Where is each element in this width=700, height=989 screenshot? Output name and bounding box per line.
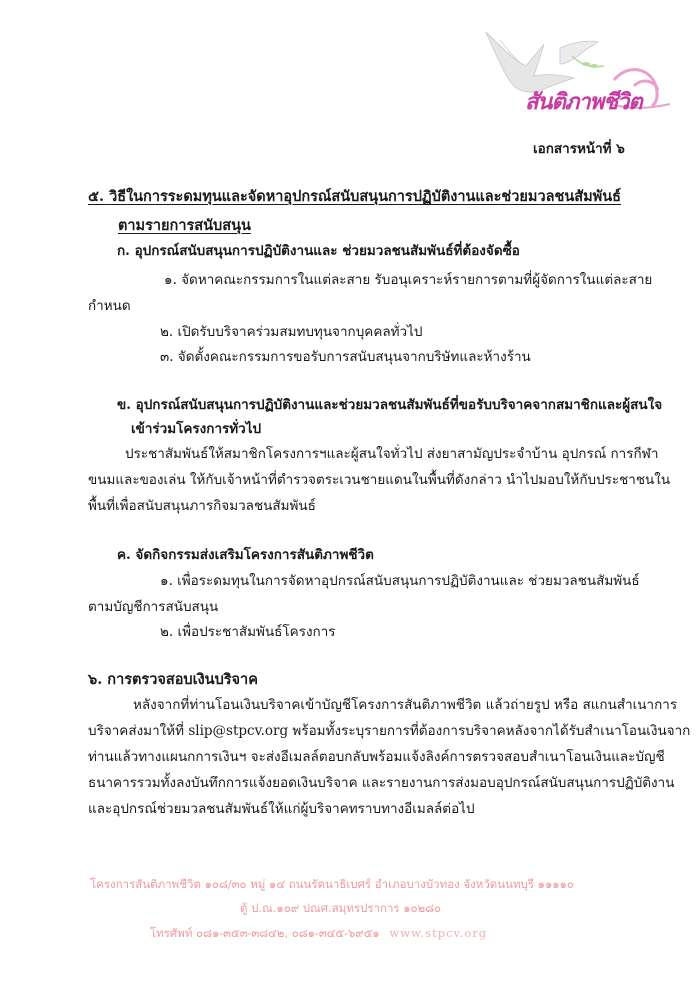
- section5a-heading: ก. อุปกรณ์สนับสนุนการปฏิบัติงานและ ช่วยมวลชนสัมพันธ์ที่ต้องจัดซื้อ: [117, 243, 520, 259]
- section6-para-line4: ธนาคารรวมทั้งลงบันทึกการแจ้งยอดเงินบริจาค และรายงานการส่งมอบอุปกรณ์สนับสนุนการปฏิบัติงาน: [88, 775, 675, 791]
- footer-phone: โทรศัพท์ ๐๘๑-๓๕๓-๓๘๔๒, ๐๘๑-๓๔๕-๖๙๕๑: [150, 926, 380, 940]
- section5b-para-line1: ประชาสัมพันธ์ให้สมาชิกโครงการฯและผู้สนใจทั่วไป ส่งยาสามัญประจำบ้าน อุปกรณ์ การกีฬา: [125, 446, 659, 462]
- section5c-item1-line2: ตามบัญชีการสนับสนุน: [88, 599, 219, 615]
- footer-po-box: ตู้ ป.ณ.๑๐๙ ปณศ.สมุทรปราการ ๑๐๒๘๐: [240, 901, 442, 915]
- section5a-item2: ๒. เปิดรับบริจาคร่วมสมทบทุนจากบุคคลทั่วไป: [160, 324, 423, 340]
- section5c-heading: ค. จัดกิจกรรมส่งเสริมโครงการสันติภาพชีวิต: [117, 547, 374, 563]
- section5-title-line1: ๕. วิธีในการระดมทุนและจัดหาอุปกรณ์สนับสนุนการปฏิบัติงานและช่วยมวลชนสัมพันธ์: [88, 188, 621, 205]
- section5-title-line2: ตามรายการสนับสนุน: [118, 217, 251, 234]
- section5a-item1-line1: ๑. จัดหาคณะกรรมการในแต่ละสาย รับอนุเคราะห์รายการตามที่ผู้จัดการในแต่ละสาย: [164, 272, 653, 288]
- section5c-item2: ๒. เพื่อประชาสัมพันธ์โครงการ: [160, 624, 336, 640]
- section5b-heading-line1: ข. อุปกรณ์สนับสนุนการปฏิบัติงานและช่วยมวลชนสัมพันธ์ที่ขอรับบริจาคจากสมาชิกและผู้สนใจ: [117, 397, 663, 413]
- footer-contact: [150, 925, 487, 943]
- section6-para-line1: หลังจากที่ท่านโอนเงินบริจาคเข้าบัญชีโครงการสันติภาพชีวิต แล้วถ่ายรูป หรือ สแกนสำเนาการ: [133, 697, 678, 713]
- section5c-item1-line1: ๑. เพื่อระดมทุนในการจัดหาอุปกรณ์สนับสนุนการปฏิบัติงานและ ช่วยมวลชนสัมพันธ์: [160, 573, 640, 589]
- section6-para-line3: ท่านแล้วทางแผนกการเงินฯ จะส่งอีเมลล์ตอบกลับพร้อมแจ้งลิงค์การตรวจสอบสำเนาโอนเงินและบัญชี: [88, 749, 665, 765]
- footer-address: โครงการสันติภาพชีวิต ๑๐๘/๓๐ หมู่ ๑๔ ถนนรัตนาธิเบศร์ อำเภอบางบัวทอง จังหวัดนนทบุรี ๑๑๑๑๐: [90, 877, 574, 891]
- section6-para-line2: บริจาคส่งมาให้ที่ slip@stpcv.org พร้อมทั้งระบุรายการที่ต้องการบริจาคหลังจากได้รับสำเนาโอนเงินจาก: [88, 723, 691, 739]
- section5b-para-line2: ขนมและของเล่น ให้กับเจ้าหน้าที่ตำรวจตระเวนชายแดนในพื้นที่ดังกล่าว นำไปมอบให้กับประชาชนใน: [88, 472, 671, 488]
- page-number-label: เอกสารหน้าที่ ๖: [533, 141, 625, 157]
- footer-website-link[interactable]: www.stpcv.org: [389, 926, 488, 940]
- logo-text: สันติภาพชีวิต: [525, 89, 642, 115]
- section5a-item1-line2: กำหนด: [88, 298, 131, 314]
- section6-title: ๖. การตรวจสอบเงินบริจาค: [88, 671, 258, 688]
- section5b-heading-line2: เข้าร่วมโครงการทั่วไป: [131, 421, 262, 437]
- section6-para-line5: และอุปกรณ์ช่วยมวลชนสัมพันธ์ให้แก่ผู้บริจาคทราบทางอีเมลล์ต่อไป: [88, 801, 475, 817]
- section5a-item3: ๓. จัดตั้งคณะกรรมการขอรับการสนับสนุนจากบริษัทและห้างร้าน: [160, 349, 531, 365]
- section5b-para-line3: พื้นที่เพื่อสนับสนุนภารกิจมวลชนสัมพันธ์: [88, 498, 316, 514]
